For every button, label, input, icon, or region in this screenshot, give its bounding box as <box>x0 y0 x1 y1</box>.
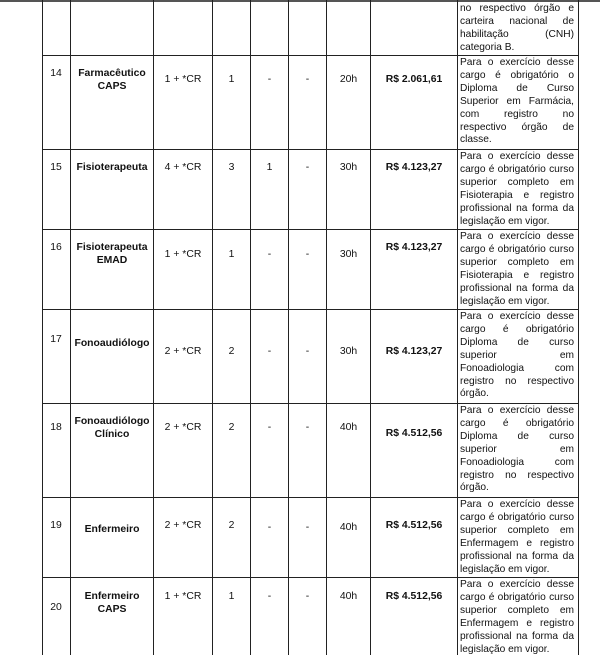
vacancies-general: 1 <box>228 591 235 602</box>
column-divider <box>288 0 289 655</box>
column-divider <box>370 0 371 655</box>
row-number: 19 <box>50 520 62 531</box>
table-border-right <box>578 0 579 655</box>
row-number: 18 <box>50 422 62 433</box>
vacancies: 4 + *CR <box>164 162 202 173</box>
vacancies: 1 + *CR <box>164 249 202 260</box>
vacancies: 1 + *CR <box>164 74 202 85</box>
vacancies-other: - <box>305 346 310 357</box>
column-divider <box>457 0 458 655</box>
salary: R$ 4.512,56 <box>385 591 443 602</box>
vacancies-pcd: - <box>267 346 272 357</box>
job-title: Enfermeiro <box>84 524 140 535</box>
row-number: 15 <box>50 162 62 173</box>
vacancies-other: - <box>305 74 310 85</box>
row-divider <box>42 309 579 310</box>
vacancies-pcd: - <box>267 591 272 602</box>
salary: R$ 4.512,56 <box>385 428 443 439</box>
row-divider <box>42 55 579 56</box>
row-divider <box>42 497 579 498</box>
workload: 30h <box>339 162 358 173</box>
job-title: Fonoaudiólogo <box>74 338 150 349</box>
requirement-text: Para o exercício desse cargo é obrigatório curso superior completo em Fisioterapia e registro profissional na forma da legislação em vigor. <box>460 231 574 307</box>
vacancies-other: - <box>305 422 310 433</box>
job-title: Fonoaudiólogo Clínico <box>74 416 150 440</box>
row-number: 14 <box>50 68 62 79</box>
vacancies: 2 + *CR <box>164 346 202 357</box>
column-divider <box>250 0 251 655</box>
requirement-text: Para o exercício desse cargo é obrigatório Diploma de curso superior em Fonoadiologia com registro no respectivo órgão. <box>460 311 574 400</box>
workload: 40h <box>339 522 358 533</box>
workload: 30h <box>339 346 358 357</box>
column-divider <box>153 0 154 655</box>
requirement-text: Para o exercício desse cargo é obrigatório o Diploma de Curso Superior em Farmácia, com registro no respectivo órgão de classe. <box>460 57 574 146</box>
table-border-left <box>42 0 43 655</box>
row-number: 17 <box>50 334 62 345</box>
workload: 40h <box>339 422 358 433</box>
salary: R$ 4.123,27 <box>385 162 443 173</box>
vacancies-pcd: 1 <box>266 162 273 173</box>
job-title: Enfermeiro CAPS <box>84 591 140 615</box>
job-title: Farmacêutico CAPS <box>78 68 146 92</box>
workload: 20h <box>339 74 358 85</box>
row-divider <box>42 149 579 150</box>
salary: R$ 4.123,27 <box>385 346 443 357</box>
vacancies-general: 3 <box>228 162 235 173</box>
vacancies-pcd: - <box>267 422 272 433</box>
vacancies-other: - <box>305 591 310 602</box>
vacancies: 2 + *CR <box>164 520 202 531</box>
vacancies-general: 2 <box>228 520 235 531</box>
salary: R$ 2.061,61 <box>385 74 443 85</box>
vacancies-general: 1 <box>228 249 235 260</box>
workload: 30h <box>339 249 358 260</box>
vacancies-general: 1 <box>228 74 235 85</box>
column-divider <box>326 0 327 655</box>
vacancies-pcd: - <box>267 74 272 85</box>
requirement-text: Para o exercício desse cargo é obrigatório Diploma de curso superior em Fonoadiologia com registro no respectivo órgão. <box>460 405 574 494</box>
row-number: 20 <box>50 602 62 613</box>
column-divider <box>212 0 213 655</box>
vacancies-other: - <box>305 162 310 173</box>
requirement-text: Para o exercício desse cargo é obrigatório curso superior completo em Enfermagem e registro profissional na forma da legislação em vigor. <box>460 499 574 575</box>
vacancies-pcd: - <box>267 522 272 533</box>
row-divider <box>42 229 579 230</box>
vacancies-pcd: - <box>267 249 272 260</box>
requirement-text: Para o exercício desse cargo é obrigatório curso superior completo em Enfermagem e registro profissional na forma da legislação em vigor. <box>460 579 574 655</box>
vacancies: 1 + *CR <box>164 591 202 602</box>
vacancies: 2 + *CR <box>164 422 202 433</box>
vacancies-general: 2 <box>228 422 235 433</box>
row-number: 16 <box>50 242 62 253</box>
job-title: Fisioterapeuta EMAD <box>76 242 148 266</box>
vacancies-other: - <box>305 249 310 260</box>
vacancies-general: 2 <box>228 346 235 357</box>
vacancies-other: - <box>305 522 310 533</box>
requirement-text: no respectivo órgão e carteira nacional de habilitação (CNH) categoria B. <box>460 3 574 53</box>
row-divider <box>42 577 579 578</box>
salary: R$ 4.123,27 <box>385 242 443 253</box>
row-divider <box>42 403 579 404</box>
workload: 40h <box>339 591 358 602</box>
job-title: Fisioterapeuta <box>76 162 148 173</box>
salary: R$ 4.512,56 <box>385 520 443 531</box>
requirement-text: Para o exercício desse cargo é obrigatório curso superior completo em Fisioterapia e registro profissional na forma da legislação em vigor. <box>460 151 574 227</box>
column-divider <box>70 0 71 655</box>
